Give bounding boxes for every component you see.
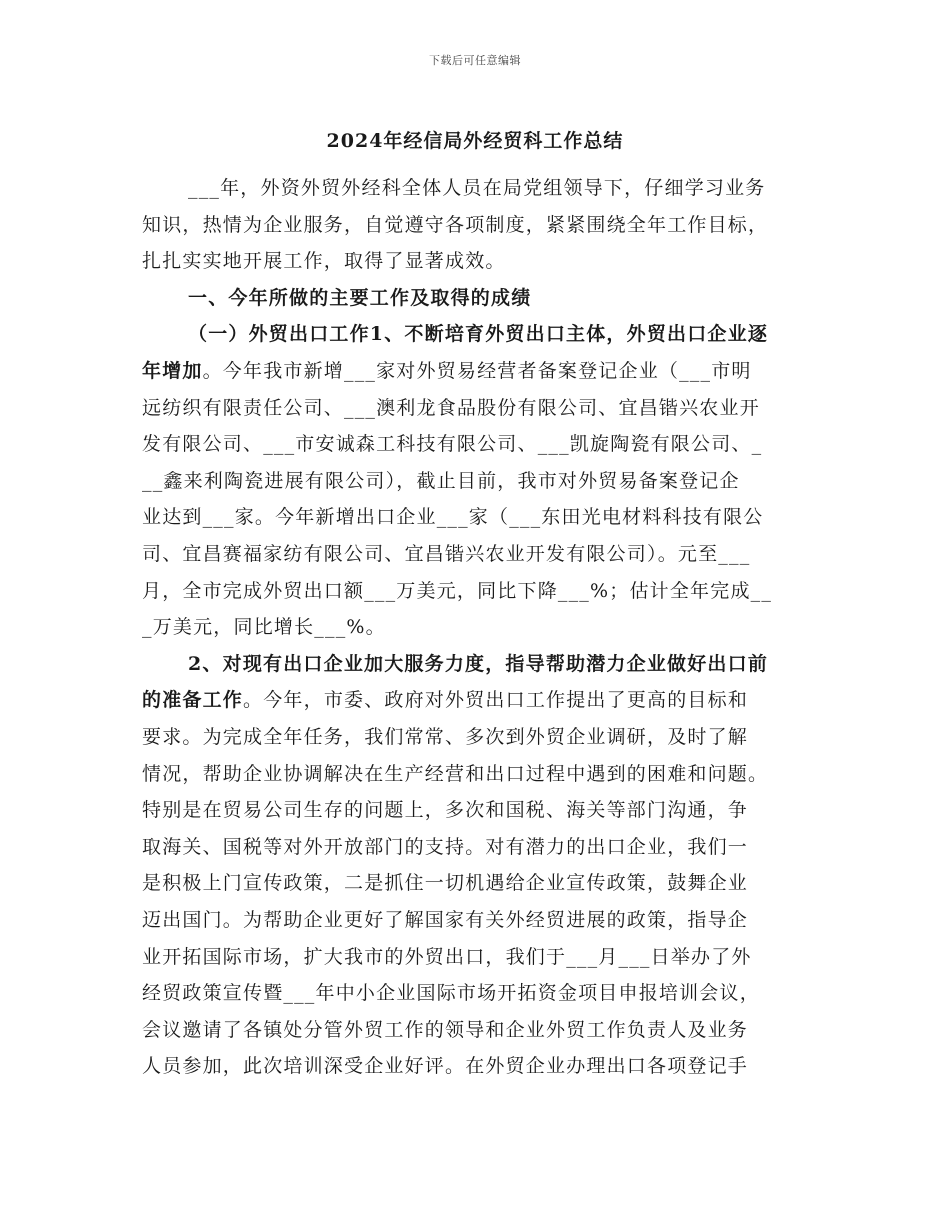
- text-run: 远纺织有限责任公司、___澳利龙食品股份有限公司、宜昌锴兴农业开: [142, 396, 760, 419]
- text-run: 情况，帮助企业协调解决在生产经营和出口过程中遇到的困难和问题。: [142, 762, 769, 785]
- text-line: [142, 1017, 748, 1043]
- text-line: [142, 724, 748, 750]
- text-line: [142, 834, 748, 860]
- text-run: ___年，外资外贸外经科全体人员在局党组领导下，仔细学习业务: [188, 177, 766, 199]
- text-line: [142, 358, 752, 384]
- text-run: 扎扎实实地开展工作，取得了显著成效。: [142, 250, 506, 273]
- text-line: [142, 687, 748, 713]
- text-run: __鑫来利陶瓷进展有限公司），截止目前，我市对外贸易备案登记企: [142, 469, 740, 492]
- text-run: 要求。为完成全年任务，我们常常、多次到外贸企业调研，及时了解: [142, 726, 749, 748]
- text-line: [142, 870, 748, 896]
- text-run: 特别是在贸易公司生存的问题上，多次和国税、海关等部门沟通，争: [142, 799, 749, 822]
- text-line: [142, 504, 764, 530]
- text-line: [142, 578, 772, 604]
- text-run: 业开拓国际市场，扩大我市的外贸出口，我们于___月___日举办了外: [142, 945, 752, 968]
- bold-text: 2、对现有出口企业加大服务力度，指导帮助潜力企业做好出口前: [188, 652, 769, 675]
- text-line: [188, 321, 768, 347]
- text-line: [142, 761, 768, 787]
- text-line: [142, 614, 386, 640]
- text-run: 是积极上门宣传政策，二是抓住一切机遇给企业宣传政策，鼓舞企业: [142, 872, 749, 895]
- text-line: [142, 907, 748, 933]
- text-run: 司、宜昌赛福家纺有限公司、宜昌锴兴农业开发有限公司）。元至___: [142, 543, 751, 565]
- text-line: [188, 175, 766, 201]
- text-line: [142, 395, 760, 421]
- text-run: _万美元，同比增长___%。: [142, 616, 386, 639]
- text-run: 。今年我市新增___家对外贸易经营者备案登记企业（___市明: [202, 360, 752, 382]
- text-run: 迈出国门。为帮助企业更好了解国家有关外经贸进展的政策，指导企: [142, 909, 749, 931]
- text-run: 人员参加，此次培训深受企业好评。在外贸企业办理出口各项登记手: [142, 1055, 749, 1078]
- text-line: [142, 212, 768, 238]
- text-line: [142, 431, 762, 457]
- bold-text: 的准备工作: [142, 689, 244, 712]
- text-run: 取海关、国税等对外开放部门的支持。对有潜力的出口企业，我们一: [142, 835, 749, 858]
- text-run: 经贸政策宣传暨___年中小企业国际市场开拓资金项目申报培训会议，: [142, 982, 760, 1005]
- text-run: 月，全市完成外贸出口额___万美元，同比下降___%；估计全年完成__: [142, 579, 773, 602]
- text-run: 发有限公司、___市安诚森工科技有限公司、___凯旋陶瓷有限公司、_: [142, 433, 763, 456]
- text-run: 业达到___家。今年新增出口企业___家（___东田光电材料科技有限公: [142, 506, 764, 529]
- text-line: [188, 651, 768, 677]
- bold-text: 年增加: [142, 360, 203, 382]
- bold-text: 一、今年所做的主要工作及取得的成绩: [188, 286, 532, 309]
- text-line: [142, 980, 760, 1006]
- text-line: [142, 468, 740, 494]
- page-header: 下载后可任意编辑: [429, 54, 521, 67]
- text-line: [142, 541, 750, 567]
- text-run: 。今年，市委、政府对外贸出口工作提出了更高的目标和: [243, 689, 749, 712]
- text-run: 知识，热情为企业服务，自觉遵守各项制度，紧紧围绕全年工作目标，: [142, 213, 769, 236]
- text-line: [188, 285, 531, 311]
- bold-text: （一）外贸出口工作1、不断培育外贸出口主体，外贸出口企业逐: [188, 323, 769, 346]
- text-line: [142, 797, 748, 823]
- text-run: 会议邀请了各镇处分管外贸工作的领导和企业外贸工作负责人及业务: [142, 1018, 749, 1041]
- document-title: 2024年经信局外经贸科工作总结: [326, 130, 624, 152]
- text-line: [142, 1053, 748, 1079]
- text-line: [142, 944, 752, 970]
- text-line: [142, 248, 506, 274]
